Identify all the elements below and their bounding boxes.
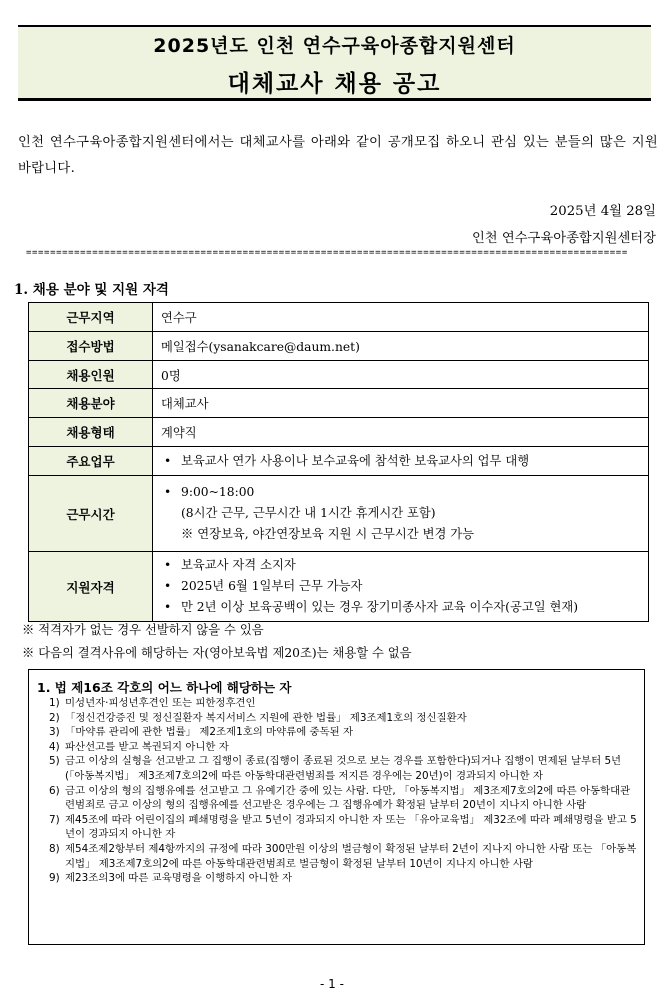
list-item: 9) 제23조의3에 따른 교육명령을 이행하지 아니한 자 <box>49 872 293 885</box>
row-label: 채용인원 <box>29 361 153 389</box>
list-item: 4) 파산선고를 받고 복권되지 아니한 자 <box>49 740 229 753</box>
list-item: • 보육교사 자격 소지자 <box>164 558 296 572</box>
row-label: 채용분야 <box>29 389 153 418</box>
disqualification-box <box>28 669 645 945</box>
page-title: 대체교사 채용 공고 <box>227 71 442 97</box>
row-value: 0명 <box>153 361 649 389</box>
list-item: 2) 「정신건강증진 및 정신질환자 복지서비스 지원에 관한 법률」 제3조제1호의 정신질환자 <box>49 711 467 724</box>
section-1-title: 1. 채용 분야 및 지원 자격 <box>14 282 169 298</box>
table-row <box>29 552 649 622</box>
row-label: 채용형태 <box>29 418 153 447</box>
table-row <box>29 418 649 447</box>
table-row <box>29 303 649 332</box>
row-label: 주요업무 <box>29 447 153 476</box>
table-row <box>29 332 649 361</box>
list-item: 1) 미성년자·피성년후견인 또는 피한정후견인 <box>49 697 256 709</box>
list-item: 5) 금고 이상의 실형을 선고받고 그 집행이 종료(집행이 종료된 것으로 보는 경우를 포함한다)되거나 집행이 면제된 날부터 5년(「아동복지법」 제3조제7호의2에 따른 아동학대관련범죄를 저지른 경우에는 20년)이 경과되지 아니한 자 <box>49 755 622 782</box>
list-item: • 만 2년 이상 보육공백이 있는 경우 장기미종사자 교육 이수자(공고일 현재) <box>164 600 579 614</box>
row-value-email: 메일접수(ysanakcare@daum.net) <box>153 332 649 361</box>
sub-line: (8시간 근무, 근무시간 내 1시간 휴게시간 포함) <box>181 506 436 520</box>
row-label: 근무지역 <box>29 303 153 332</box>
row-value <box>153 447 649 476</box>
row-value <box>153 552 649 622</box>
list-item: 3) 「마약류 관리에 관한 법률」 제2조제1호의 마약류에 중독된 자 <box>49 726 353 739</box>
list-item: 7) 제45조에 따라 어린이집의 폐쇄명령을 받고 5년이 경과되지 아니한 자 또는 「유아교육법」 제32조에 따라 폐쇄명령을 받고 5년이 경과되지 아니한 자 <box>49 813 637 841</box>
row-label: 지원자격 <box>29 552 153 622</box>
note-2: ※ 다음의 결격사유에 해당하는 자(영아보육법 제20조)는 채용할 수 없음 <box>22 646 412 660</box>
table-row <box>29 476 649 552</box>
disqualification-list <box>49 696 639 886</box>
notice-date: 2025년 4월 28일 <box>549 204 656 219</box>
row-value: 연수구 <box>153 303 649 332</box>
row-label: 근무시간 <box>29 476 153 552</box>
list-item: • 2025년 6월 1일부터 근무 가능자 <box>164 579 363 593</box>
intro-paragraph: 인천 연수구육아종합지원센터에서는 대체교사를 아래와 같이 공개모집 하오니 관심 있는 분들의 많은 지원 바랍니다. <box>18 135 658 176</box>
list-item: • 9:00~18:00 <box>164 485 255 499</box>
row-value: 계약직 <box>153 418 649 447</box>
requirements-table <box>28 302 649 622</box>
disqualification-title: 1. 법 제16조 각호의 어느 하나에 해당하는 자 <box>37 680 292 695</box>
table-row <box>29 361 649 389</box>
note-1: ※ 적격자가 없는 경우 선발하지 않을 수 있음 <box>22 623 264 637</box>
title-line-1: 2025년도 인천 연수구육아종합지원센터 <box>153 35 516 57</box>
table-row <box>29 389 649 418</box>
title-banner <box>18 25 651 101</box>
list-item: • 보육교사 연가 사용이나 보수교육에 참석한 보육교사의 업무 대행 <box>164 453 530 468</box>
list-item: 8) 제54조제2항부터 제4항까지의 규정에 따라 300만원 이상의 벌금형이 확정된 날부터 2년이 지나지 아니한 사람 또는 「아동복지법」 제3조제7호의2에 따른 아동학대관련범죄로 벌금형이 확정된 날부터 10년이 지나지 아니한 사람 <box>49 842 637 870</box>
row-value: 대체교사 <box>153 389 649 418</box>
separator-line: ==================================================================================================== <box>26 248 628 258</box>
page-number: - 1 - <box>320 977 344 991</box>
list-item: 6) 금고 이상의 형의 집행유예를 선고받고 그 유예기간 중에 있는 사람. 다만, 「아동복지법」 제3조제7호의2에 따른 아동학대관련범죄로 금고 이상의 형의 집행유예를 선고받은 경우에는 그 집행유예가 확정된 날부터 20년이 지나지 아니한 사람 <box>49 784 631 812</box>
table-row <box>29 447 649 476</box>
row-value <box>153 476 649 552</box>
row-label: 접수방법 <box>29 332 153 361</box>
signer: 인천 연수구육아종합지원센터장 <box>471 231 656 246</box>
sub-line: ※ 연장보육, 야간연장보육 지원 시 근무시간 변경 가능 <box>181 527 475 541</box>
